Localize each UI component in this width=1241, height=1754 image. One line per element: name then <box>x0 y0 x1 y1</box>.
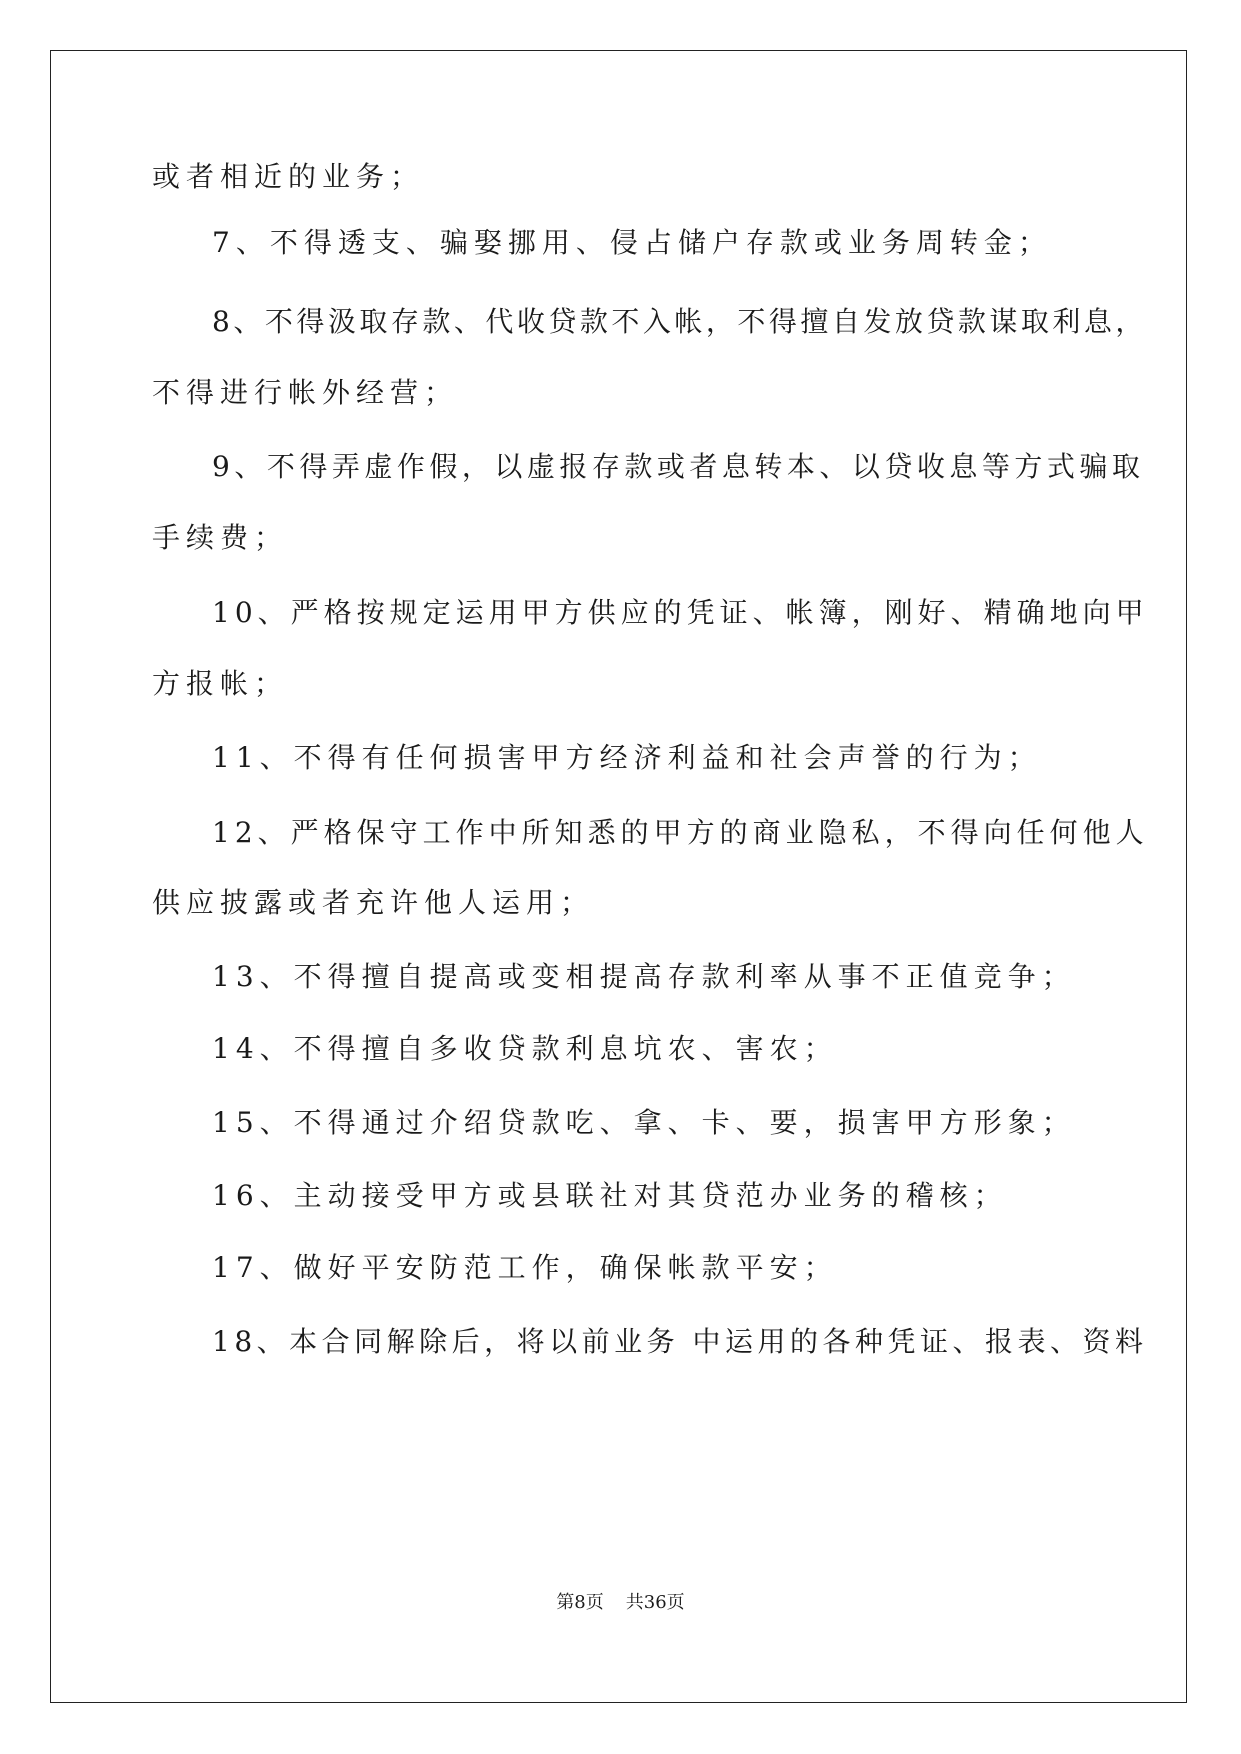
clause-9: 9、不得弄虚作假，以虚报存款或者息转本、以贷收息等方式骗取 <box>212 450 1145 483</box>
clause-13: 13、不得擅自提高或变相提高存款利率从事不正值竞争； <box>212 960 1076 993</box>
clause-11: 11、不得有任何损害甲方经济利益和社会声誉的行为； <box>212 741 1042 774</box>
clause-8: 8、不得汲取存款、代收贷款不入帐，不得擅自发放贷款谋取利息， <box>212 305 1147 338</box>
page-footer <box>0 1588 1241 1614</box>
total-pages: 共36页 <box>625 1592 685 1613</box>
clause-15: 15、不得通过介绍贷款吃、拿、卡、要，损害甲方形象； <box>212 1106 1076 1139</box>
clause-12-continued: 供应披露或者充许他人运用； <box>152 886 595 919</box>
clause-14: 14、不得擅自多收贷款利息坑农、害农； <box>212 1032 838 1065</box>
clause-10: 10、严格按规定运用甲方供应的凭证、帐簿，刚好、精确地向甲 <box>212 596 1149 629</box>
clause-9-continued: 手续费； <box>152 521 289 554</box>
clause-16: 16、主动接受甲方或县联社对其贷范办业务的稽核； <box>212 1179 1008 1212</box>
clause-12: 12、严格保守工作中所知悉的甲方的商业隐私，不得向任何他人 <box>212 816 1149 849</box>
text-line: 或者相近的业务； <box>152 160 425 193</box>
clause-18: 18、本合同解除后，将以前业务 中运用的各种凭证、报表、资料 <box>212 1325 1148 1358</box>
clause-7: 7、不得透支、骗娶挪用、侵占储户存款或业务周转金； <box>212 226 1052 259</box>
clause-17: 17、做好平安防范工作，确保帐款平安； <box>212 1251 838 1284</box>
page-number: 第8页 <box>556 1592 604 1613</box>
clause-10-continued: 方报帐； <box>152 667 289 700</box>
clause-8-continued: 不得进行帐外经营； <box>152 376 459 409</box>
page-border <box>50 50 1187 1703</box>
